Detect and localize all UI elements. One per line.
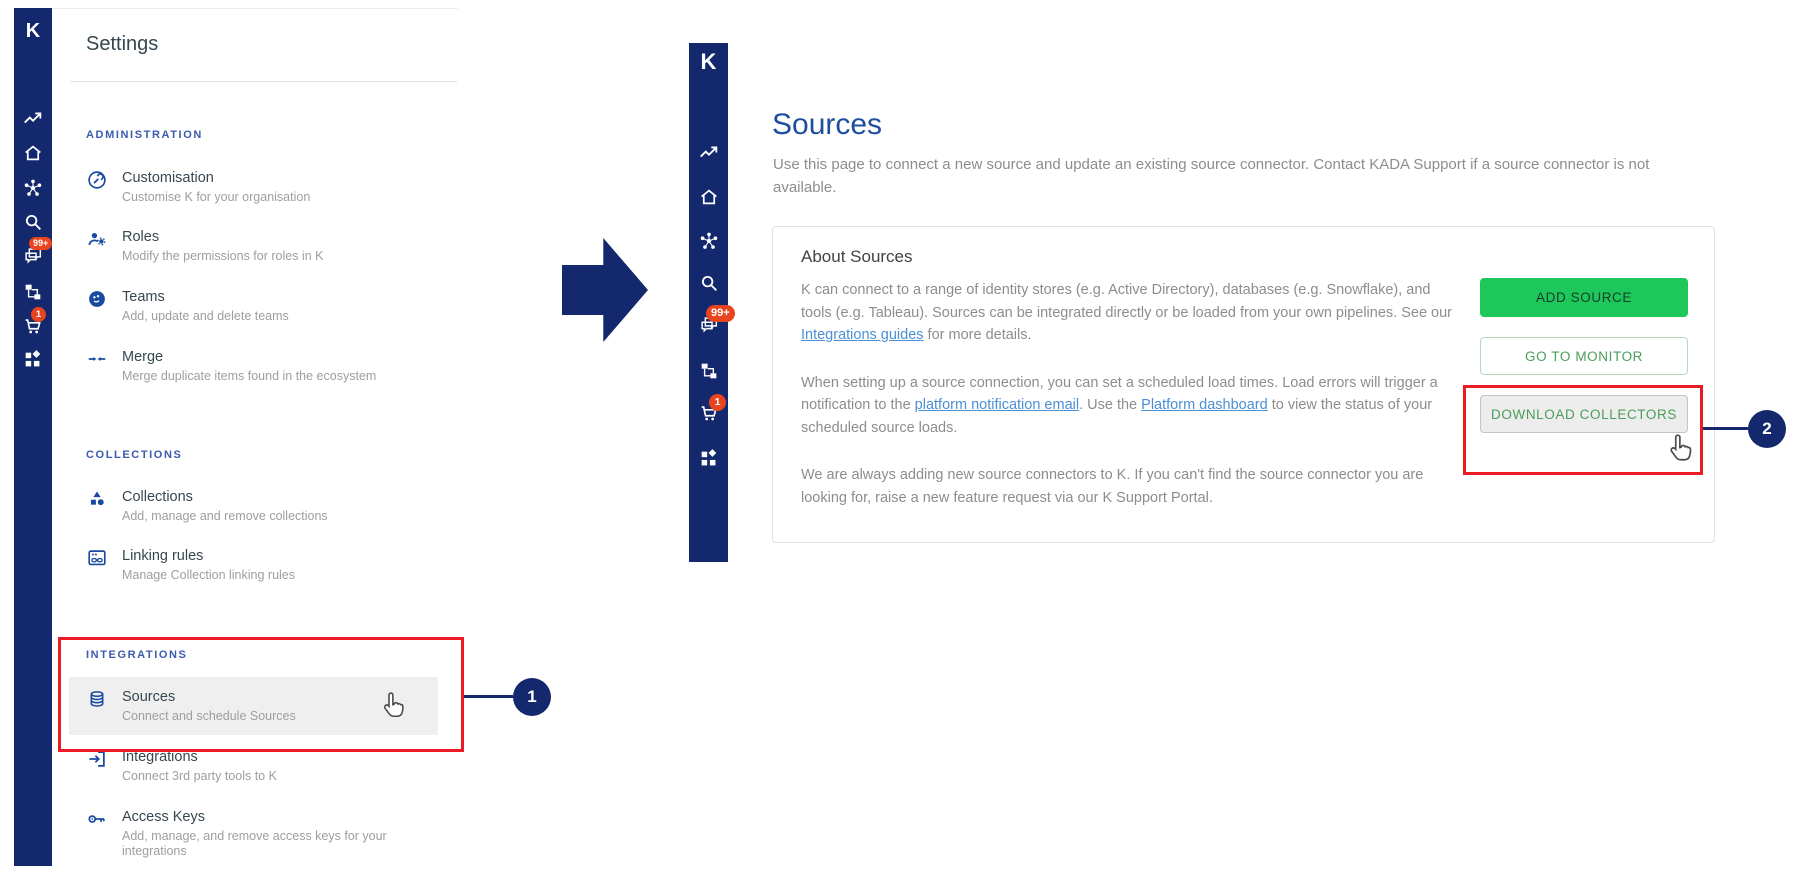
screenshot-top-border bbox=[48, 8, 458, 9]
settings-panel-title: Settings bbox=[86, 33, 159, 55]
platform-dashboard-link[interactable]: Platform dashboard bbox=[1141, 397, 1268, 413]
settings-item-linking-rules[interactable] bbox=[86, 548, 426, 583]
download-collectors-button[interactable]: DOWNLOAD COLLECTORS bbox=[1480, 395, 1688, 433]
search-icon[interactable] bbox=[698, 272, 720, 294]
add-source-button[interactable]: ADD SOURCE bbox=[1480, 278, 1688, 317]
section-label-administration: ADMINISTRATION bbox=[86, 129, 203, 141]
paragraph-text: to view the status of your scheduled source loads. bbox=[801, 397, 1433, 436]
integrations-guides-link[interactable]: Integrations guides bbox=[801, 327, 924, 343]
menu-item-title: Merge bbox=[122, 349, 164, 365]
cart-badge: 1 bbox=[709, 394, 726, 411]
card-paragraph bbox=[801, 372, 1461, 440]
menu-item-desc: Connect 3rd party tools to K bbox=[122, 769, 277, 783]
page-title: Sources bbox=[772, 108, 883, 141]
trending-up-icon[interactable] bbox=[698, 141, 720, 163]
card-paragraph bbox=[801, 279, 1461, 347]
paragraph-text: When setting up a source connection, you can set a scheduled load times. Load errors will trigger a notification to the bbox=[801, 374, 1438, 413]
settings-item-customisation[interactable] bbox=[86, 170, 426, 205]
menu-item-desc: Add, manage, and remove access keys for your integrations bbox=[122, 829, 387, 858]
menu-item-title: Integrations bbox=[122, 749, 198, 765]
pointer-cursor-icon bbox=[378, 690, 408, 724]
callout-badge-1: 1 bbox=[513, 678, 551, 716]
settings-item-collections[interactable] bbox=[86, 489, 426, 524]
transition-arrow bbox=[562, 238, 648, 342]
roles-icon bbox=[86, 228, 108, 250]
card-title: About Sources bbox=[801, 247, 913, 266]
settings-divider bbox=[70, 81, 457, 82]
paragraph-text: for more details. bbox=[923, 327, 1032, 343]
merge-icon bbox=[86, 348, 108, 370]
left-sidebar bbox=[14, 8, 52, 866]
hierarchy-icon[interactable] bbox=[22, 281, 44, 303]
menu-item-title: Roles bbox=[122, 229, 160, 245]
card-body bbox=[801, 279, 1461, 534]
home-icon[interactable] bbox=[22, 142, 44, 164]
menu-item-desc: Merge duplicate items found in the ecosystem bbox=[122, 369, 377, 383]
section-label-integrations: INTEGRATIONS bbox=[86, 649, 188, 661]
cart-badge: 1 bbox=[31, 307, 46, 322]
app-logo[interactable]: K bbox=[25, 20, 41, 42]
apps-icon[interactable] bbox=[698, 448, 720, 470]
section-label-collections: COLLECTIONS bbox=[86, 449, 183, 461]
paragraph-text: K can connect to a range of identity stores (e.g. Active Directory), databases (e.g. Snowflake), and tools (e.g. Tableau). Sources can be integrated directly or be loaded from your own pipelines. See our bbox=[801, 282, 1452, 321]
settings-item-teams[interactable] bbox=[86, 289, 426, 324]
menu-item-desc: Add, update and delete teams bbox=[122, 309, 289, 323]
menu-item-title: Customisation bbox=[122, 170, 214, 186]
menu-item-desc: Modify the permissions for roles in K bbox=[122, 249, 324, 263]
network-icon[interactable] bbox=[22, 177, 44, 199]
menu-item-title: Teams bbox=[122, 289, 165, 305]
home-icon[interactable] bbox=[698, 186, 720, 208]
card-paragraph bbox=[801, 464, 1461, 509]
apps-icon[interactable] bbox=[22, 349, 44, 371]
paragraph-text: . Use the bbox=[1079, 397, 1142, 413]
menu-item-desc: Add, manage and remove collections bbox=[122, 509, 328, 523]
pointer-cursor-icon bbox=[1664, 432, 1696, 468]
menu-item-desc: Manage Collection linking rules bbox=[122, 568, 296, 582]
access-keys-icon bbox=[86, 808, 108, 830]
hierarchy-icon[interactable] bbox=[698, 360, 720, 382]
linking-rules-icon bbox=[86, 547, 108, 569]
settings-item-merge[interactable] bbox=[86, 349, 426, 384]
go-to-monitor-button[interactable]: GO TO MONITOR bbox=[1480, 337, 1688, 375]
callout-badge-2: 2 bbox=[1748, 410, 1786, 448]
network-icon[interactable] bbox=[698, 230, 720, 252]
menu-item-desc: Connect and schedule Sources bbox=[122, 709, 296, 723]
collections-icon bbox=[86, 488, 108, 510]
menu-item-title: Sources bbox=[122, 689, 176, 705]
callout-connector-1 bbox=[464, 695, 513, 698]
settings-item-integrations[interactable] bbox=[86, 749, 426, 784]
chat-badge: 99+ bbox=[29, 237, 52, 250]
settings-item-roles[interactable] bbox=[86, 229, 426, 264]
paragraph-text: We are always adding new source connectors to K. If you can't find the source connector you are looking for, raise a new feature request via our K Support Portal. bbox=[801, 467, 1424, 506]
menu-item-title: Linking rules bbox=[122, 548, 204, 564]
menu-item-desc: Customise K for your organisation bbox=[122, 190, 311, 204]
menu-item-title: Access Keys bbox=[122, 809, 205, 825]
callout-connector-2 bbox=[1703, 427, 1748, 430]
search-icon[interactable] bbox=[22, 211, 44, 233]
right-sidebar bbox=[689, 43, 728, 562]
platform-notification-email-link[interactable]: platform notification email bbox=[914, 397, 1080, 413]
chat-badge: 99+ bbox=[706, 305, 735, 322]
menu-item-title: Collections bbox=[122, 489, 193, 505]
customisation-icon bbox=[86, 169, 108, 191]
teams-icon bbox=[86, 288, 108, 310]
trending-up-icon[interactable] bbox=[22, 107, 44, 129]
page-description: Use this page to connect a new source and update an existing source connector. Contact KADA Support if a source connector is not available. bbox=[773, 156, 1650, 196]
app-logo[interactable]: K bbox=[700, 49, 717, 74]
settings-item-access-keys[interactable] bbox=[86, 809, 426, 859]
